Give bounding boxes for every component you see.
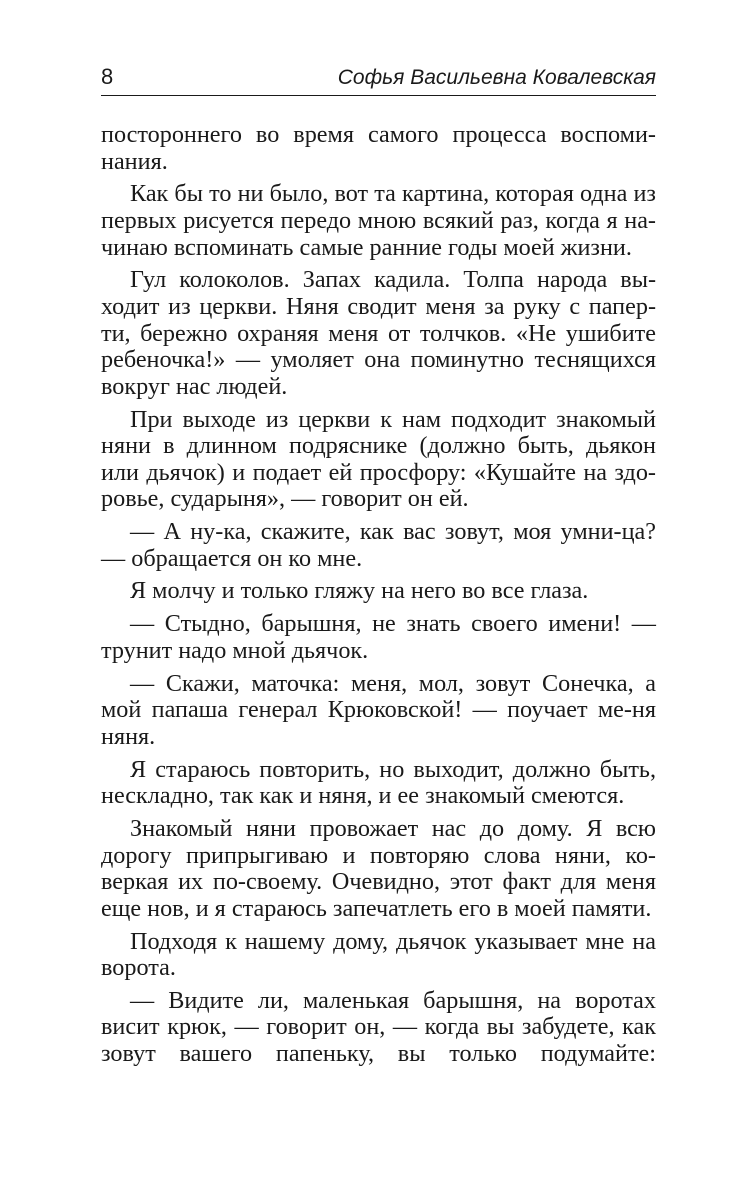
paragraph-dialogue: — А ну-ка, скажите, как вас зовут, моя умни-ца? — обращается он ко мне. (101, 518, 656, 572)
page-number: 8 (101, 64, 114, 89)
paragraph: Как бы то ни было, вот та картина, которая одна из первых рисуется передо мною всякий раз, когда я на-чинаю вспоминать самые ранние годы моей жизни. (101, 180, 656, 261)
body-text (101, 122, 656, 1068)
paragraph: Знакомый няни провожает нас до дому. Я всю дорогу припрыгиваю и повторяю слова няни, ко-веркая их по-своему. Очевидно, этот факт для меня еще нов, и я стараюсь запечатлеть его в моей памяти. (101, 814, 656, 922)
running-title: Софья Васильевна Ковалевская (337, 66, 656, 89)
paragraph: Я молчу и только гляжу на него во все глаза. (130, 577, 589, 605)
paragraph-dialogue: — Видите ли, маленькая барышня, на воротах висит крюк, — говорит он, — когда вы забудете, как зовут вашего папеньку, вы только подумайте: (101, 986, 656, 1068)
paragraph: Подходя к нашему дому, дьячок указывает мне на ворота. (101, 927, 656, 982)
header-rule (101, 95, 656, 96)
paragraph: Я стараюсь повторить, но выходит, должно быть, нескладно, так как и няня, и ее знакомый смеются. (101, 755, 656, 810)
running-head (101, 60, 656, 94)
paragraph-dialogue: — Стыдно, барышня, не знать своего имени! — трунит надо мной дьячок. (101, 610, 656, 664)
paragraph: Гул колоколов. Запах кадила. Толпа народа вы-ходит из церкви. Няня сводит меня за руку с папер-ти, бережно охраняя меня от толчков. «Не ушибите ребеночка!» — умоляет она поминутно теснящихся вокруг нас людей. (101, 266, 656, 400)
book-page (101, 60, 656, 1074)
paragraph-continuation: постороннего во время самого процесса воспоми-нания. (101, 121, 656, 175)
paragraph-dialogue: — Скажи, маточка: меня, мол, зовут Сонечка, а мой папаша генерал Крюковской! — поучает ме-ня няня. (101, 669, 656, 750)
paragraph: При выходе из церкви к нам подходит знакомый няни в длинном подряснике (должно быть, дьякон или дьячок) и подает ей просфору: «Кушайте на здо-ровье, сударыня», — говорит он ей. (101, 405, 656, 513)
